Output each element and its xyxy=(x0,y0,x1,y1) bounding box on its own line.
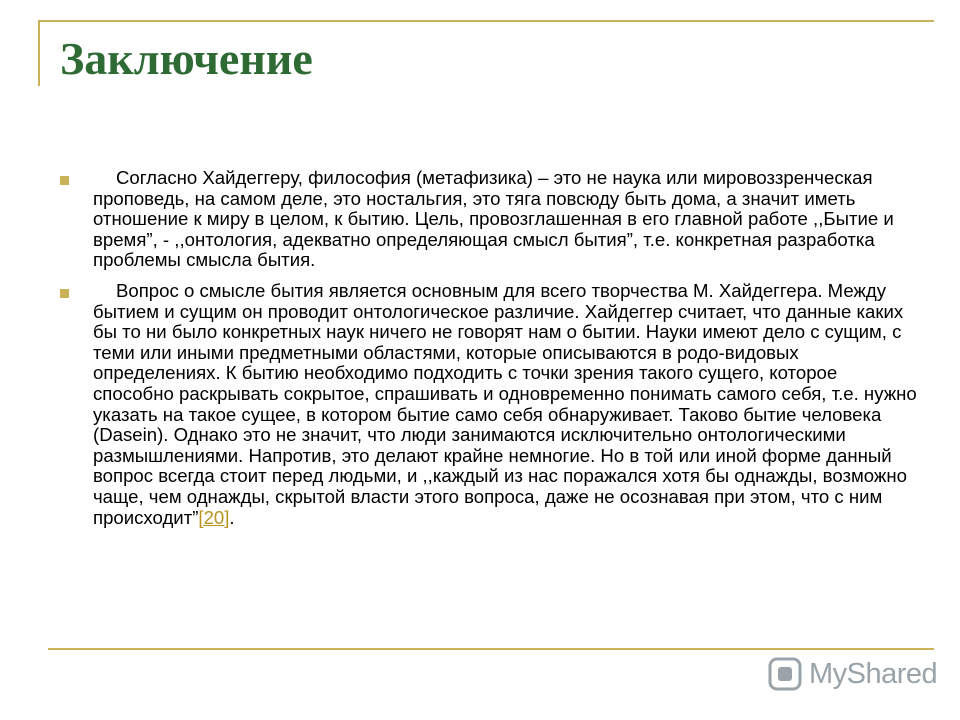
myshared-logo-icon xyxy=(767,656,803,692)
bullet-item xyxy=(58,281,918,528)
left-divider xyxy=(38,20,40,86)
reference-link[interactable]: [20] xyxy=(198,506,230,528)
logo-text: MyShared xyxy=(809,657,938,690)
bullet-item xyxy=(58,168,918,271)
bullet-text: Согласно Хайдеггеру, философия (метафизика) – это не наука или мировоззренческая проповедь, на самом деле, это ностальгия, это тяга повсюду быть дома, а значит иметь отношение к миру в целом, к бытию. Цель, провозглашенная в его главной работе ,,Бытие и время”, - ,,онтология, адекватно определяющая смысл бытия”, т.е. конкретная разработка проблемы смысла бытия. xyxy=(93,167,894,271)
bullet-text-tail: . xyxy=(229,506,235,528)
slide-title: Заключение xyxy=(60,33,313,84)
square-bullet-icon xyxy=(60,289,69,298)
square-bullet-icon xyxy=(60,176,69,185)
bullet-list xyxy=(58,168,918,538)
bottom-divider xyxy=(48,648,934,650)
bullet-text: Вопрос о смысле бытия является основным для всего творчества М. Хайдеггера. Между бытием и сущим он проводит онтологическое различие. Хайдеггер считает, что данные каких бы то ни было конкретных наук ничего не говорят нам о бытии. Науки имеют дело с сущим, с теми или иными предметными областями, которые описываются в родо-видовых определениях. К бытию необходимо подходить с точки зрения такого сущего, которое способно раскрывать сокрытое, спрашивать и одновременно понимать самого себя, т.е. нужно указать на такое сущее, в котором бытие само себя обнаруживает. Таково бытие человека (Dasein). Однако это не значит, что люди занимаются исключительно онтологическими размышлениями. Напротив, это делают крайне немногие. Но в той или иной форме данный вопрос всегда стоит перед людьми, и ,,каждый из нас поражался хотя бы однажды, возможно чаще, чем однажды, скрытой власти этого вопроса, даже не осознавая при этом, что с ним происходит” xyxy=(93,279,917,528)
top-divider xyxy=(38,20,934,22)
myshared-logo xyxy=(767,654,937,694)
